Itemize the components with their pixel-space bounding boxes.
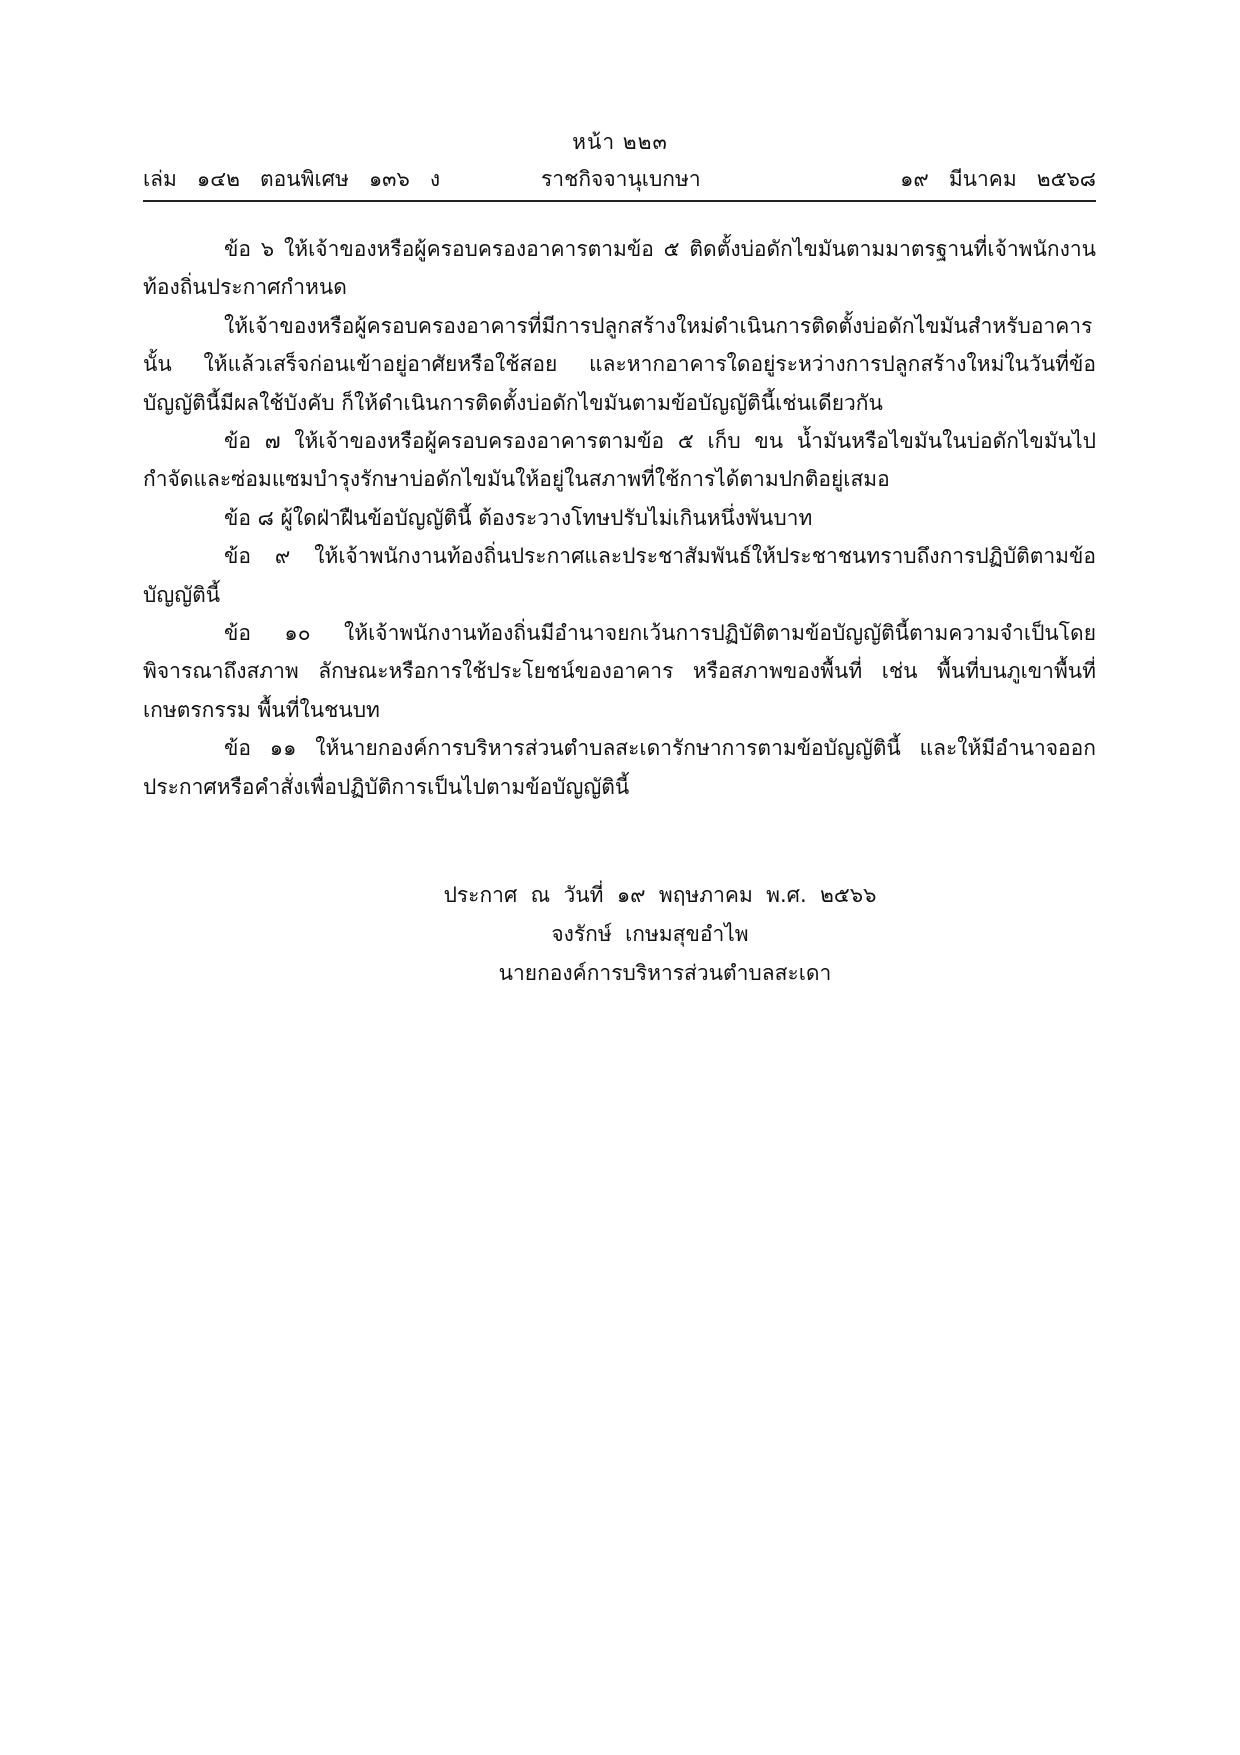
clause-7: ข้อ ๗ ให้เจ้าของหรือผู้ครอบครองอาคารตามข้อ ๕ เก็บ ขน น้ำมันหรือไขมันในบ่อดักไขมันไปกำจัดและซ่อมแซมบำรุงรักษาบ่อดักไขมันให้อยู่ในสภาพที่ใช้การได้ตามปกติอยู่เสมอ	[143, 429, 1096, 492]
clause-8: ข้อ ๘ ผู้ใดฝ่าฝืนข้อบัญญัตินี้ ต้องระวางโทษปรับไม่เกินหนึ่งพันบาท	[224, 505, 813, 530]
signatory-name: จงรักษ์ เกษมสุขอำไพ	[551, 922, 749, 946]
document-body	[143, 230, 1096, 806]
publication-date: ๑๙ มีนาคม ๒๕๖๘	[900, 167, 1096, 191]
signatory-title: นายกองค์การบริหารส่วนตำบลสะเดา	[498, 961, 832, 985]
clause-9: ข้อ ๙ ให้เจ้าพนักงานท้องถิ่นประกาศและประชาสัมพันธ์ให้ประชาชนทราบถึงการปฏิบัติตามข้อบัญญัตินี้	[143, 544, 1096, 607]
header-divider	[143, 200, 1096, 202]
clause-10: ข้อ ๑๐ ให้เจ้าพนักงานท้องถิ่นมีอำนาจยกเว้นการปฏิบัติตามข้อบัญญัตินี้ตามความจำเป็นโดยพิจารณาถึงสภาพ ลักษณะหรือการใช้ประโยชน์ของอาคาร หรือสภาพของพื้นที่ เช่น พื้นที่บนภูเขาพื้นที่เกษตรกรรม พื้นที่ในชนบท	[143, 621, 1096, 722]
announcement-date: ประกาศ ณ วันที่ ๑๙ พฤษภาคม พ.ศ. ๒๕๖๖	[443, 883, 877, 907]
publication-name: ราชกิจจานุเบกษา	[541, 167, 701, 191]
volume-issue: เล่ม ๑๔๒ ตอนพิเศษ ๑๓๖ ง	[143, 167, 441, 191]
gazette-header	[143, 163, 1096, 197]
signature-block	[0, 876, 1240, 993]
page-number: หน้า ๒๒๓	[572, 130, 668, 154]
clause-11: ข้อ ๑๑ ให้นายกองค์การบริหารส่วนตำบลสะเดารักษาการตามข้อบัญญัตินี้ และให้มีอำนาจออกประกาศหรือคำสั่งเพื่อปฏิบัติการเป็นไปตามข้อบัญญัตินี้	[143, 736, 1096, 799]
clause-6: ข้อ ๖ ให้เจ้าของหรือผู้ครอบครองอาคารตามข้อ ๕ ติดตั้งบ่อดักไขมันตามมาตรฐานที่เจ้าพนักงานท้องถิ่นประกาศกำหนด	[143, 237, 1096, 300]
clause-6-paragraph-2: ให้เจ้าของหรือผู้ครอบครองอาคารที่มีการปลูกสร้างใหม่ดำเนินการติดตั้งบ่อดักไขมันสำหรับอาคารนั้น ให้แล้วเสร็จก่อนเข้าอยู่อาศัยหรือใช้สอย และหากอาคารใดอยู่ระหว่างการปลูกสร้างใหม่ในวันที่ข้อบัญญัตินี้มีผลใช้บังคับ ก็ให้ดำเนินการติดตั้งบ่อดักไขมันตามข้อบัญญัตินี้เช่นเดียวกัน	[143, 313, 1096, 415]
